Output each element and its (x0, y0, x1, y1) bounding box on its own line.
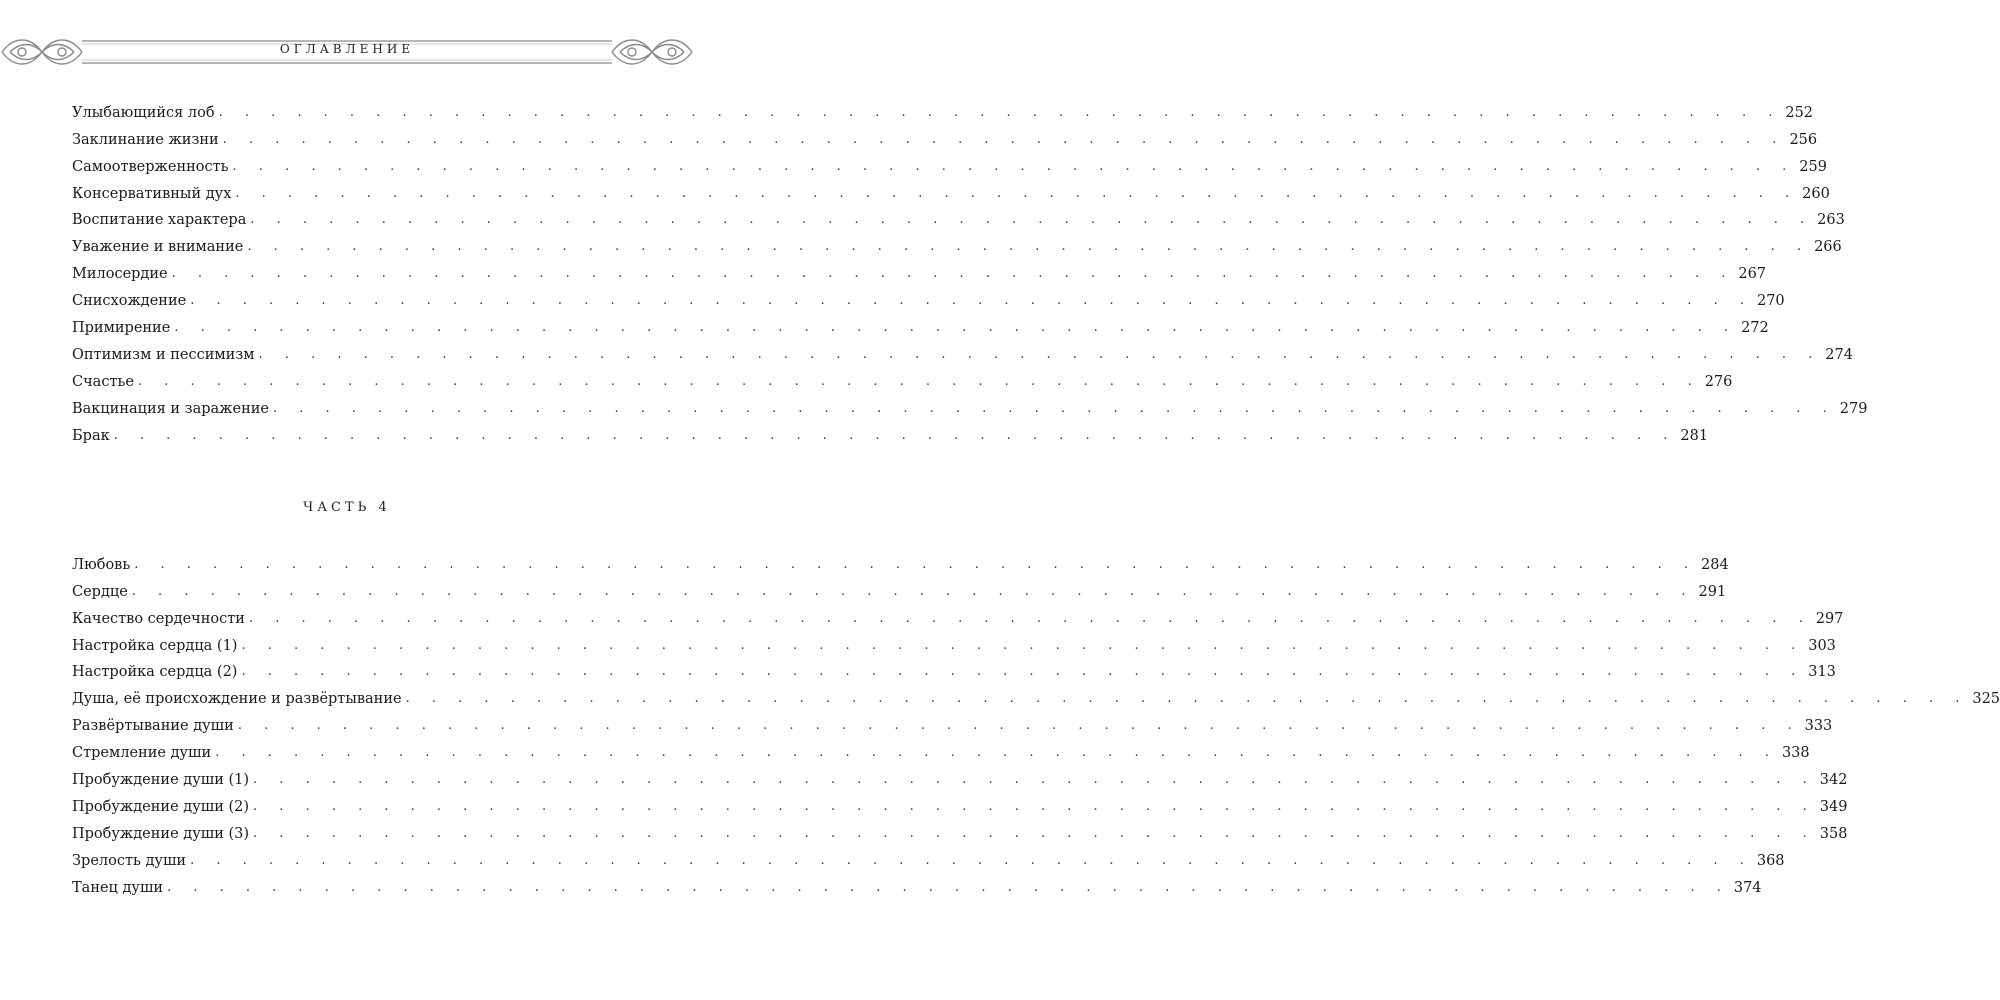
toc-entry[interactable] (72, 788, 1848, 815)
toc-entry-title: Сердце (72, 584, 132, 600)
toc-entry-title: Вакцинация и заражение (72, 401, 273, 417)
toc-entry-page: 349 (1816, 799, 1848, 815)
toc-entry-page: 368 (1753, 853, 1785, 869)
dot-leader: . . . . . . . . . . . . . . . . . . . . . . . . . . . . . . . . . . . . . . . . . . . . . . . . . . . . . . . . . . . . (241, 637, 1805, 653)
toc-entry-title: Примирение (72, 320, 174, 336)
part-heading: ЧАСТЬ 4 (303, 500, 391, 515)
toc-entry[interactable] (72, 707, 1833, 735)
dot-leader: . . . . . . . . . . . . . . . . . . . . . . . . . . . . . . . . . . . . . . . . . . . . . . . . . . . . . . . . . . . . (190, 293, 1753, 309)
toc-entry-title: Пробуждение души (1) (72, 772, 253, 788)
toc-list-part4 (72, 546, 2000, 896)
toc-entry-title: Оптимизм и пессимизм (72, 347, 259, 363)
toc-list-part3 (72, 94, 1868, 444)
toc-entry-page: 333 (1801, 718, 1833, 734)
toc-entry-title: Улыбающийся лоб (72, 105, 219, 121)
toc-entry[interactable] (72, 761, 1848, 789)
toc-entry-page: 266 (1810, 239, 1842, 255)
toc-entry[interactable] (72, 363, 1733, 390)
toc-entry[interactable] (72, 175, 1830, 202)
dot-leader: . . . . . . . . . . . . . . . . . . . . . . . . . . . . . . . . . . . . . . . . . . . . . . . . . . . . . . . . . . . . (222, 131, 1786, 147)
toc-entry-page: 256 (1785, 132, 1817, 148)
toc-entry-title: Заклинание жизни (72, 132, 223, 148)
toc-entry-page: 325 (1968, 691, 2000, 707)
toc-entry[interactable] (72, 202, 1845, 229)
dot-leader: . . . . . . . . . . . . . . . . . . . . . . . . . . . . . . . . . . . . . . . . . . . . . . . . . . . . . . . . . . . . (113, 427, 1677, 443)
dot-leader: . . . . . . . . . . . . . . . . . . . . . . . . . . . . . . . . . . . . . . . . . . . . . . . . . . . . . . . . . . . . (137, 373, 1701, 389)
dot-leader: . . . . . . . . . . . . . . . . . . . . . . . . . . . . . . . . . . . . . . . . . . . . . . . . . . . . . . . . . . . . (232, 158, 1796, 174)
dot-leader: . . . . . . . . . . . . . . . . . . . . . . . . . . . . . . . . . . . . . . . . . . . . . . . . . . . . . . . . . . . . (247, 239, 1811, 255)
toc-entry[interactable] (72, 148, 1827, 175)
toc-entry-page: 259 (1795, 159, 1827, 175)
toc-entry-title: Снисхождение (72, 293, 190, 309)
toc-entry[interactable] (72, 680, 2000, 708)
toc-entry-title: Зрелость души (72, 853, 190, 869)
toc-entry-page: 252 (1781, 105, 1813, 121)
toc-entry-page: 342 (1816, 772, 1848, 788)
dot-leader: . . . . . . . . . . . . . . . . . . . . . . . . . . . . . . . . . . . . . . . . . . . . . . . . . . . . . . . . . . . . (190, 852, 1753, 868)
toc-entry-page: 313 (1804, 664, 1836, 680)
toc-entry-page: 338 (1778, 745, 1810, 761)
dot-leader: . . . . . . . . . . . . . . . . . . . . . . . . . . . . . . . . . . . . . . . . . . . . . . . . . . . . . . . . . . . . (241, 664, 1805, 680)
toc-entry[interactable] (72, 869, 1762, 896)
toc-entry[interactable] (72, 390, 1868, 417)
toc-entry[interactable] (72, 417, 1709, 444)
dot-leader: . . . . . . . . . . . . . . . . . . . . . . . . . . . . . . . . . . . . . . . . . . . . . . . . . . . . . . . . . . . . (248, 610, 1812, 626)
dot-leader: . . . . . . . . . . . . . . . . . . . . . . . . . . . . . . . . . . . . . . . . . . . . . . . . . . . . . . . . . . . . (174, 320, 1738, 336)
toc-entry[interactable] (72, 627, 1836, 654)
toc-entry-title: Настройка сердца (2) (72, 664, 241, 680)
dot-leader: . . . . . . . . . . . . . . . . . . . . . . . . . . . . . . . . . . . . . . . . . . . . . . . . . . . . . . . . . . . . (134, 556, 1697, 572)
toc-entry[interactable] (72, 573, 1727, 600)
toc-entry[interactable] (72, 654, 1836, 681)
toc-entry[interactable] (72, 309, 1769, 337)
toc-entry-title: Качество сердечности (72, 611, 249, 627)
toc-entry[interactable] (72, 255, 1767, 283)
toc-entry-page: 274 (1821, 347, 1853, 363)
toc-entry[interactable] (72, 842, 1785, 869)
toc-entry[interactable] (72, 336, 1853, 363)
dot-leader: . . . . . . . . . . . . . . . . . . . . . . . . . . . . . . . . . . . . . . . . . . . . . . . . . . . . . . . . . . . . (405, 691, 1969, 707)
toc-entry-title: Пробуждение души (2) (72, 799, 253, 815)
toc-entry-page: 279 (1836, 401, 1868, 417)
dot-leader: . . . . . . . . . . . . . . . . . . . . . . . . . . . . . . . . . . . . . . . . . . . . . . . . . . . . . . . . . . . . (218, 104, 1782, 120)
toc-entry-page: 272 (1737, 320, 1769, 336)
dot-leader: . . . . . . . . . . . . . . . . . . . . . . . . . . . . . . . . . . . . . . . . . . . . . . . . . . . . . . . . . . . . (215, 745, 1778, 761)
toc-entry-title: Настройка сердца (1) (72, 638, 241, 654)
toc-entry-page: 291 (1695, 584, 1727, 600)
page-header (0, 32, 694, 72)
dot-leader: . . . . . . . . . . . . . . . . . . . . . . . . . . . . . . . . . . . . . . . . . . . . . . . . . . . . . . . . . . . . (250, 212, 1814, 228)
toc-entry[interactable] (72, 94, 1814, 121)
toc-entry-page: 270 (1753, 293, 1785, 309)
toc-entry-title: Самоотверженность (72, 159, 233, 175)
toc-entry[interactable] (72, 546, 1729, 573)
dot-leader: . . . . . . . . . . . . . . . . . . . . . . . . . . . . . . . . . . . . . . . . . . . . . . . . . . . . . . . . . . . . (171, 266, 1735, 282)
toc-entry-page: 303 (1804, 638, 1836, 654)
toc-entry-page: 260 (1798, 186, 1830, 202)
toc-entry-page: 297 (1812, 611, 1844, 627)
toc-entry-page: 281 (1676, 428, 1708, 444)
toc-entry-title: Стремление души (72, 745, 215, 761)
dot-leader: . . . . . . . . . . . . . . . . . . . . . . . . . . . . . . . . . . . . . . . . . . . . . . . . . . . . . . . . . . . . (273, 400, 1836, 416)
toc-entry-title: Брак (72, 428, 114, 444)
dot-leader: . . . . . . . . . . . . . . . . . . . . . . . . . . . . . . . . . . . . . . . . . . . . . . . . . . . . . . . . . . . . (253, 798, 1816, 814)
toc-entry[interactable] (72, 815, 1848, 842)
toc-entry-title: Развёртывание души (72, 718, 238, 734)
toc-entry-title: Консервативный дух (72, 186, 235, 202)
toc-entry[interactable] (72, 121, 1818, 148)
toc-entry[interactable] (72, 734, 1810, 762)
toc-entry-page: 358 (1816, 826, 1848, 842)
page-title: ОГЛАВЛЕНИЕ (279, 42, 415, 56)
dot-leader: . . . . . . . . . . . . . . . . . . . . . . . . . . . . . . . . . . . . . . . . . . . . . . . . . . . . . . . . . . . . (253, 772, 1816, 788)
dot-leader: . . . . . . . . . . . . . . . . . . . . . . . . . . . . . . . . . . . . . . . . . . . . . . . . . . . . . . . . . . . . (253, 825, 1816, 841)
toc-entry[interactable] (72, 600, 1844, 627)
toc-entry-title: Милосердие (72, 266, 172, 282)
dot-leader: . . . . . . . . . . . . . . . . . . . . . . . . . . . . . . . . . . . . . . . . . . . . . . . . . . . . . . . . . . . . (258, 346, 1822, 362)
dot-leader: . . . . . . . . . . . . . . . . . . . . . . . . . . . . . . . . . . . . . . . . . . . . . . . . . . . . . . . . . . . . (131, 583, 1695, 599)
toc-entry-page: 374 (1730, 880, 1762, 896)
toc-entry-title: Танец души (72, 880, 167, 896)
toc-entry-title: Душа, её происхождение и развёртывание (72, 691, 406, 707)
toc-entry[interactable] (72, 228, 1842, 256)
dot-leader: . . . . . . . . . . . . . . . . . . . . . . . . . . . . . . . . . . . . . . . . . . . . . . . . . . . . . . . . . . . . (167, 879, 1730, 895)
toc-entry-title: Уважение и внимание (72, 239, 247, 255)
dot-leader: . . . . . . . . . . . . . . . . . . . . . . . . . . . . . . . . . . . . . . . . . . . . . . . . . . . . . . . . . . . . (237, 718, 1801, 734)
toc-entry-title: Пробуждение души (3) (72, 826, 253, 842)
toc-entry[interactable] (72, 282, 1785, 310)
toc-entry-title: Счастье (72, 374, 138, 390)
toc-entry-title: Любовь (72, 557, 134, 573)
toc-entry-title: Воспитание характера (72, 212, 250, 228)
dot-leader: . . . . . . . . . . . . . . . . . . . . . . . . . . . . . . . . . . . . . . . . . . . . . . . . . . . . . . . . . . . . (235, 185, 1799, 201)
toc-entry-page: 276 (1701, 374, 1733, 390)
toc-entry-page: 284 (1697, 557, 1729, 573)
toc-entry-page: 263 (1813, 212, 1845, 228)
toc-entry-page: 267 (1734, 266, 1766, 282)
